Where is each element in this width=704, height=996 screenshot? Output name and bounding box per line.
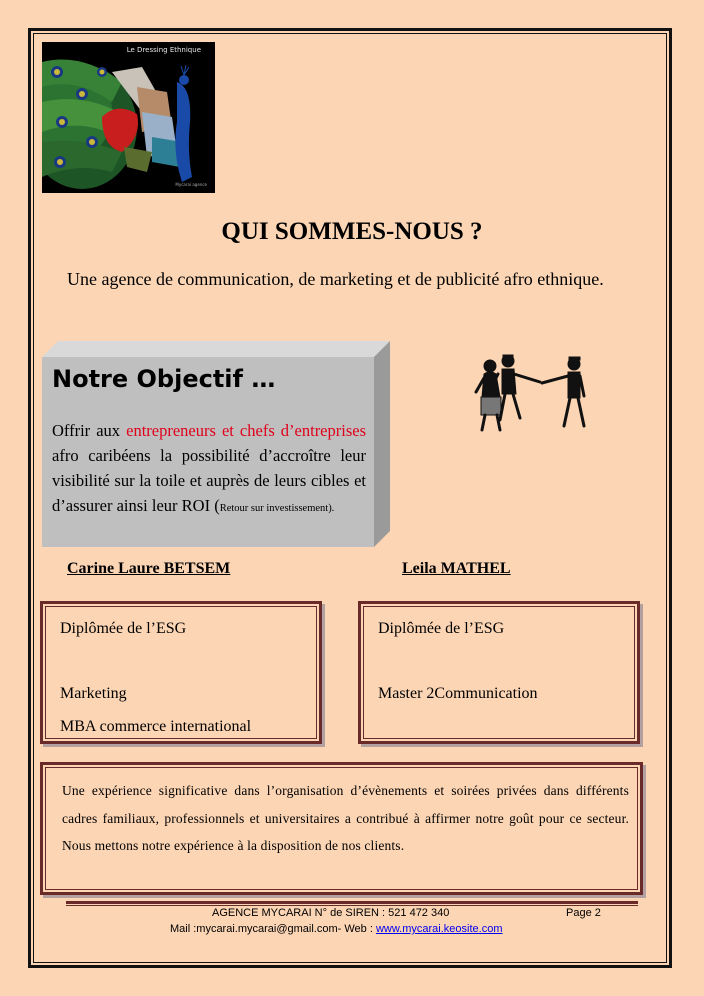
footer-rule-thick [66, 901, 638, 904]
objective-text-part2: afro caribéens la possibilité d’accroître leur visibilité sur la toile et auprès de leurs cibles et d’assurer ainsi leur ROI ( [52, 446, 366, 515]
footer-web-link[interactable]: www.mycarai.keosite.com [375, 923, 503, 935]
logo [42, 42, 215, 193]
footer-agency: AGENCE MYCARAI N° de SIREN : 521 472 340 [212, 907, 450, 919]
objective-text [52, 418, 366, 521]
objective-heading: Notre Objectif … [52, 365, 276, 393]
objective-highlight: entrepreneurs et chefs d’entreprises [126, 421, 367, 440]
person-2-line-2: Master 2Communication [378, 685, 538, 702]
experience-text: Une expérience significative dans l’organisation d’évènements et soirées privées dans différents cadres familiaux, professionnels et universitaires a contribué à affirmer notre goût pour ce secteur. Nous mettons notre expérience à la disposition de nos clients. [62, 783, 629, 853]
person-box-2 [358, 601, 640, 744]
logo-title: Le Dressing Ethnique [126, 46, 201, 54]
person-name-1: Carine Laure BETSEM [67, 560, 231, 577]
person-1-line-2: Marketing [60, 685, 127, 702]
footer-mail: Mail :mycarai.mycarai@gmail.com- Web : [170, 923, 376, 935]
footer-rule-thin [66, 905, 638, 906]
person-name-2: Leila MATHEL [402, 560, 511, 577]
objective-text-small: Retour sur investissement). [219, 503, 335, 514]
footer-page-number: Page 2 [566, 907, 601, 919]
objective-box [42, 341, 390, 547]
logo-caption: Mycarai agence [175, 182, 207, 187]
intro-paragraph: Une agence de communication, de marketing et de publicité afro ethnique. [67, 269, 604, 289]
people-holding-hands-icon [470, 352, 590, 434]
person-1-line-3: MBA commerce international [60, 718, 252, 735]
person-2-degree: Diplômée de l’ESG [378, 620, 505, 637]
objective-text-part1: Offrir aux [52, 421, 127, 440]
experience-box [40, 762, 643, 895]
person-1-degree: Diplômée de l’ESG [60, 620, 187, 637]
person-box-1 [40, 601, 322, 744]
page-title: QUI SOMMES-NOUS ? [221, 218, 483, 245]
peacock-logo-image [42, 42, 215, 193]
footer-contact [170, 923, 503, 935]
